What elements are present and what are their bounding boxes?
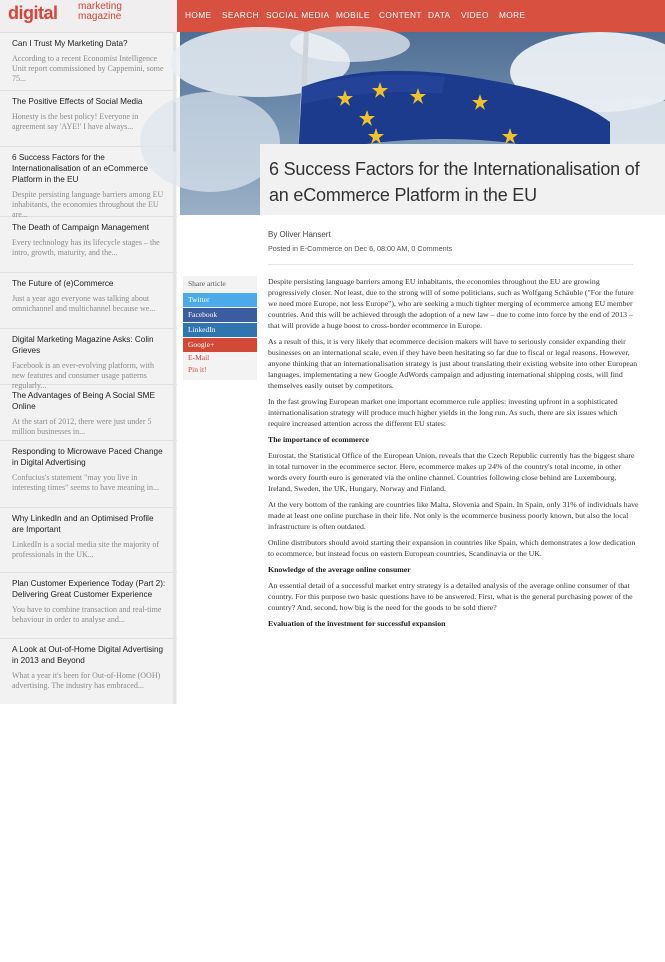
- article-title: 6 Success Factors for the Internationalisation of an eCommerce Platform in the EU: [269, 159, 640, 205]
- sidebar-article-excerpt: You have to combine transaction and real-time behaviour in order to analyse and...: [12, 605, 162, 624]
- sidebar-article-excerpt: According to a recent Economist Intelligence Unit report commissioned by Cappemini, some 75...: [12, 54, 164, 83]
- divider: [268, 264, 633, 265]
- nav-data[interactable]: DATA: [428, 10, 451, 20]
- nav-search[interactable]: SEARCH: [222, 10, 259, 20]
- sidebar-article-title: The Death of Campaign Management: [12, 223, 149, 232]
- sidebar-article-title: Digital Marketing Magazine Asks: Colin Grieves: [12, 335, 154, 355]
- logo-magazine: magazine: [78, 11, 122, 22]
- nav-more[interactable]: MORE: [499, 10, 526, 20]
- sidebar-article-excerpt: Just a year ago everyone was talking about omnichannel and multichannel because we...: [12, 294, 156, 313]
- sidebar-article-excerpt: What a year it's been for Out-of-Home (OOH) advertising. The industry has embraced...: [12, 671, 161, 690]
- sidebar-article-excerpt: At the start of 2012, there were just under 5 million businesses in...: [12, 417, 152, 436]
- sidebar-article-title: 6 Success Factors for the Internationalisation of an eCommerce Platform in the EU: [12, 153, 149, 184]
- article-posted-meta: Posted in E-Commerce on Dec 6, 08:00 AM, 0 Comments: [268, 244, 453, 253]
- article-subheading: The importance of ecommerce: [268, 435, 369, 444]
- share-pinit-link[interactable]: Pin it!: [188, 365, 207, 374]
- sidebar-article-excerpt: Confucius's statement "may you live in interesting times" seems to have meaning in...: [12, 473, 160, 492]
- share-box: [183, 276, 257, 380]
- sidebar-article[interactable]: [0, 33, 177, 91]
- article-paragraph: In the fast growing European market one important ecommerce rule applies: investing upfront in a sophisticated internationalisation strategy will produce much higher yields in the long run. As such, there are six issues which require increased attention across the different EU states:: [268, 397, 618, 428]
- article-paragraph: Eurostat, the Statistical Office of the European Union, reveals that the Czech Republic currently has the biggest share in total turnover in the ecommerce sector. Here, ecommerce makes up 24% of the country's total income, in other words every fourth euro is generated via the online channel. Countries following close behind are Luxembourg, Ireland, Sweden, the UK, Hungary, Norway and Finland.: [268, 451, 635, 493]
- article-subheading: Evaluation of the investment for successful expansion: [268, 619, 446, 628]
- sidebar-article[interactable]: [0, 441, 177, 508]
- logo-marketing: marketing: [78, 1, 122, 12]
- share-linkedin-button[interactable]: LinkedIn: [183, 323, 257, 337]
- sidebar-article-excerpt: Despite persisting language barriers among EU inhabitants, the economies throughout the EU are...: [12, 190, 164, 219]
- nav-mobile[interactable]: MOBILE: [336, 10, 370, 20]
- site-logo[interactable]: [0, 0, 177, 33]
- sidebar-article-title: A Look at Out-of-Home Digital Advertising in 2013 and Beyond: [12, 645, 164, 665]
- sidebar-article-excerpt: Honesty is the best policy! Everyone in agreement say 'AYE!' I have always...: [12, 112, 139, 131]
- sidebar-article-excerpt: Facebook is an ever-evolving platform, with new features and consumer usage patterns regularly...: [12, 361, 155, 390]
- sidebar-article[interactable]: [0, 273, 177, 329]
- sidebar-article-excerpt: Every technology has its lifecycle stages – the intro, growth, maturity, and the...: [12, 238, 160, 257]
- sidebar-article-title: The Advantages of Being A Social SME Online: [12, 391, 155, 411]
- nav-social-media[interactable]: SOCIAL MEDIA: [266, 10, 330, 20]
- share-header: Share article: [188, 279, 226, 288]
- article-paragraph: Online distributors should avoid starting their expansion in countries like Spain, which demonstrates a low dedication to ecommerce, but instead focus on eastern European countries, Scandinavia or the UK.: [268, 538, 636, 558]
- nav-video[interactable]: VIDEO: [461, 10, 489, 20]
- article-paragraph: An essential detail of a successful market entry strategy is a detailed analysis of the average online consumer of that country. For this purpose two basic questions have to be answered. First, what is the general purchasing power of the country? And, second, how big is the need for the goods to be sold there?: [268, 581, 633, 612]
- article-byline: By Oliver Hansert: [268, 230, 331, 239]
- sidebar-article[interactable]: [0, 329, 177, 390]
- main-nav: [177, 0, 665, 32]
- article-paragraph: Despite persisting language barriers among EU inhabitants, the economies throughout the EU are growing progressively closer. Not least, due to the strong will of some politicians, such as Wolfgang Schäuble ("For the future we need more Europe, not less Europe"), who are seeking a much tighter merging of ecommerce among EU member countries. And this will be achieved through the adoption of a new law – due to come into force by the end of 2013 – that will provide a huge boost to cross-border ecommerce in Europe.: [268, 277, 634, 330]
- sidebar-article-title: The Future of (e)Commerce: [12, 279, 114, 288]
- article-paragraph: At the very bottom of the ranking are countries like Malta, Slovenia and Spain. In Spain, only 31% of individuals have made at least one online purchase in their life. Not only is the ecommerce business poorly known, but also the local infrastructure is often outdated.: [268, 500, 639, 531]
- article-title-box: [260, 144, 665, 215]
- share-email-link[interactable]: E-Mail: [188, 353, 210, 362]
- logo-digital: digital: [8, 3, 58, 23]
- sidebar-article-title: Plan Customer Experience Today (Part 2): Delivering Great Customer Experience: [12, 579, 166, 599]
- sidebar-article[interactable]: [0, 217, 177, 273]
- sidebar-article[interactable]: [0, 385, 177, 441]
- sidebar-article[interactable]: [0, 573, 177, 639]
- nav-content[interactable]: CONTENT: [379, 10, 422, 20]
- share-facebook-button[interactable]: Facebook: [183, 308, 257, 322]
- share-twitter-button[interactable]: Twitter: [183, 293, 257, 307]
- sidebar-article-excerpt: LinkedIn is a social media site the majority of professionals in the UK...: [12, 540, 160, 559]
- article-paragraph: As a result of this, it is very likely that ecommerce decision makers will have to seriously consider expanding their businesses on an international scale, even if they have been hesitating so far due to fiscal or legal reasons. However, anyone thinking that an internationalisation strategy is just about translating their existing website into other European languages, implementating a new Google AdWords campaign and adjusting international shipping costs, will find themselves easily outset by competitors.: [268, 337, 638, 390]
- sidebar: [0, 0, 177, 704]
- share-google-button[interactable]: Google+: [183, 338, 257, 352]
- article-subheading: Knowledge of the average online consumer: [268, 565, 411, 574]
- article-body: [268, 276, 640, 634]
- sidebar-article-title: Responding to Microwave Paced Change in Digital Advertising: [12, 447, 163, 467]
- logo-sub: [78, 2, 122, 22]
- sidebar-article-title: Can I Trust My Marketing Data?: [12, 39, 128, 48]
- nav-home[interactable]: HOME: [185, 10, 212, 20]
- sidebar-article-title: The Positive Effects of Social Media: [12, 97, 143, 106]
- sidebar-article[interactable]: [0, 508, 177, 573]
- sidebar-article[interactable]: [0, 639, 177, 709]
- sidebar-article-title: Why LinkedIn and an Optimised Profile are Important: [12, 514, 154, 534]
